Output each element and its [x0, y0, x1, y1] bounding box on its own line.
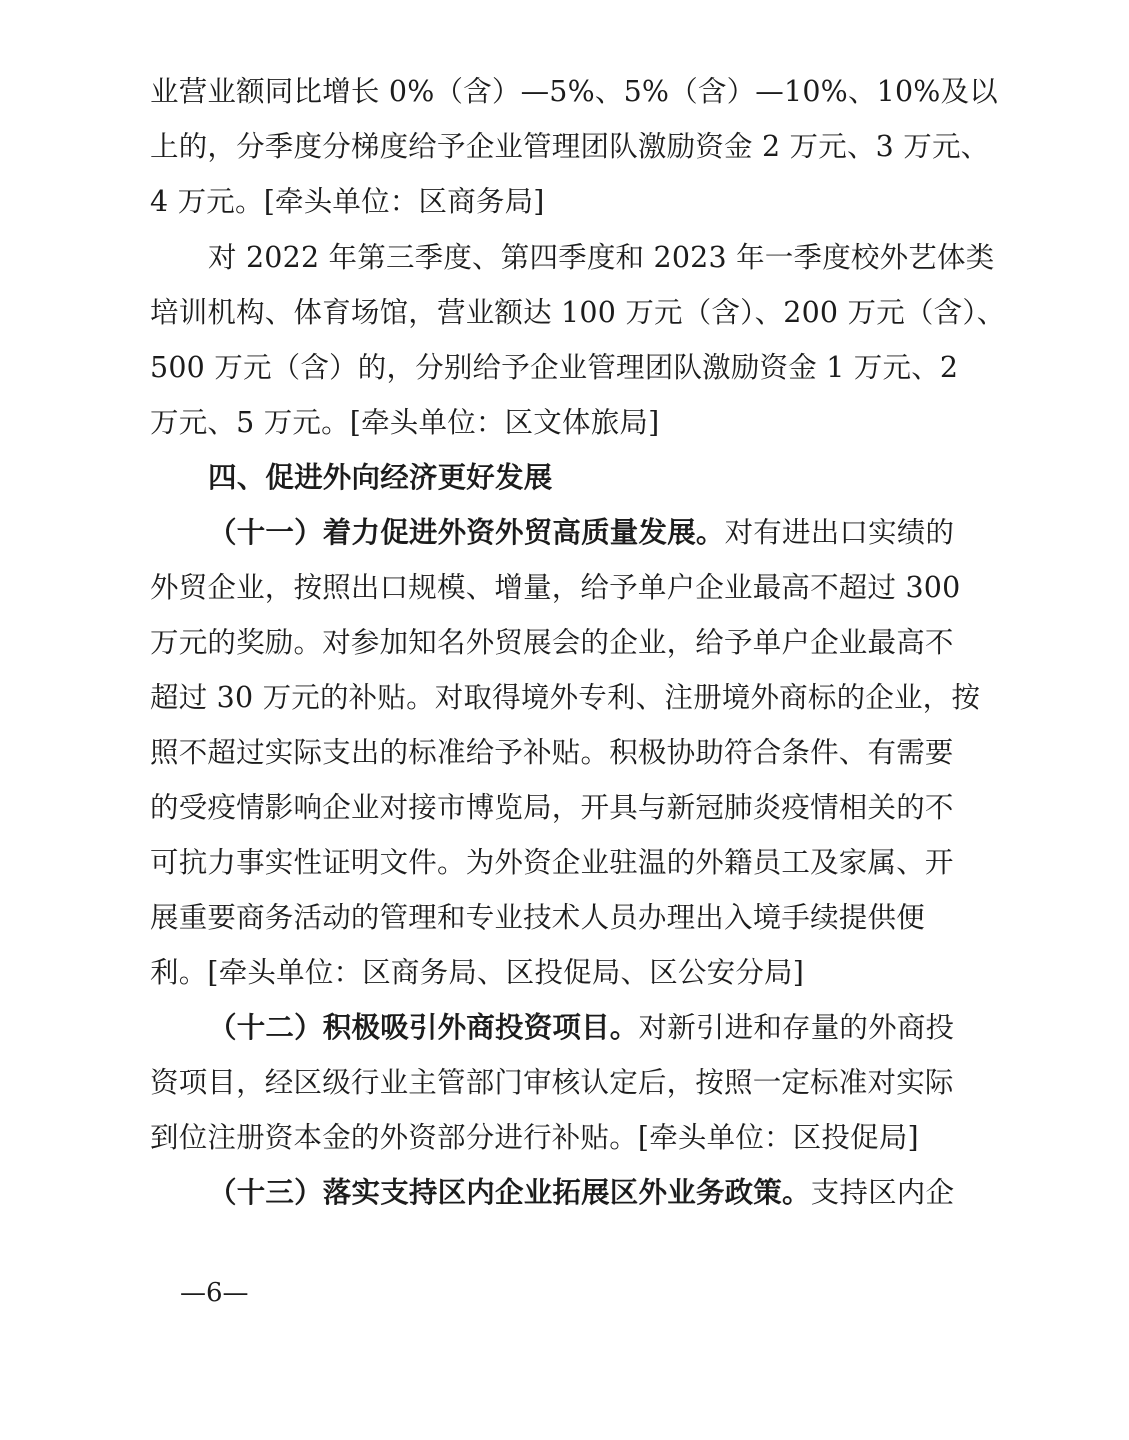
item-thirteen-first-line: [208, 1171, 990, 1215]
paragraph-line: 展重要商务活动的管理和专业技术人员办理出入境手续提供便: [150, 901, 925, 934]
paragraph-line: 对 2022 年第三季度、第四季度和 2023 年一季度校外艺体类: [208, 241, 995, 274]
paragraph-line: 万元的奖励。对参加知名外贸展会的企业，给予单户企业最高不: [150, 626, 954, 659]
paragraph-line: 培训机构、体育场馆，营业额达 100 万元（含）、200 万元（含）、: [150, 296, 1006, 329]
paragraph-line: 利。[牵头单位：区商务局、区投促局、区公安分局]: [150, 956, 805, 989]
paragraph-text: 对新引进和存量的外商投: [638, 1011, 955, 1044]
paragraph-line: 上的，分季度分梯度给予企业管理团队激励资金 2 万元、3 万元、: [150, 130, 990, 163]
paragraph-line: 万元、5 万元。[牵头单位：区文体旅局]: [150, 406, 660, 439]
paragraph-line: 照不超过实际支出的标准给予补贴。积极协助符合条件、有需要: [150, 736, 954, 769]
paragraph-line: 的受疫情影响企业对接市博览局，开具与新冠肺炎疫情相关的不: [150, 791, 954, 824]
item-title: （十三）落实支持区内企业拓展区外业务政策。: [208, 1176, 811, 1209]
paragraph-text: 对有进出口实绩的: [724, 516, 955, 549]
item-eleven-first-line: [208, 511, 990, 555]
paragraph-line: 外贸企业，按照出口规模、增量，给予单户企业最高不超过 300: [150, 571, 961, 604]
paragraph-text: 支持区内企: [810, 1176, 955, 1209]
page-number: —6—: [180, 1278, 249, 1308]
paragraph-line: 业营业额同比增长 0%（含）—5%、5%（含）—10%、10%及以: [150, 75, 998, 108]
paragraph-line: 超过 30 万元的补贴。对取得境外专利、注册境外商标的企业，按: [150, 681, 981, 714]
item-title: （十一）着力促进外资外贸高质量发展。: [208, 516, 725, 549]
paragraph-line: 可抗力事实性证明文件。为外资企业驻温的外籍员工及家属、开: [150, 846, 954, 879]
paragraph-line: 资项目，经区级行业主管部门审核认定后，按照一定标准对实际: [150, 1066, 954, 1099]
section-heading: 四、促进外向经济更好发展: [208, 461, 553, 494]
item-twelve-first-line: [208, 1006, 990, 1050]
item-title: （十二）积极吸引外商投资项目。: [208, 1011, 639, 1044]
paragraph-line: 500 万元（含）的，分别给予企业管理团队激励资金 1 万元、2: [150, 351, 959, 384]
paragraph-line: 4 万元。[牵头单位：区商务局]: [150, 185, 545, 218]
paragraph-line: 到位注册资本金的外资部分进行补贴。[牵头单位：区投促局]: [150, 1121, 919, 1154]
